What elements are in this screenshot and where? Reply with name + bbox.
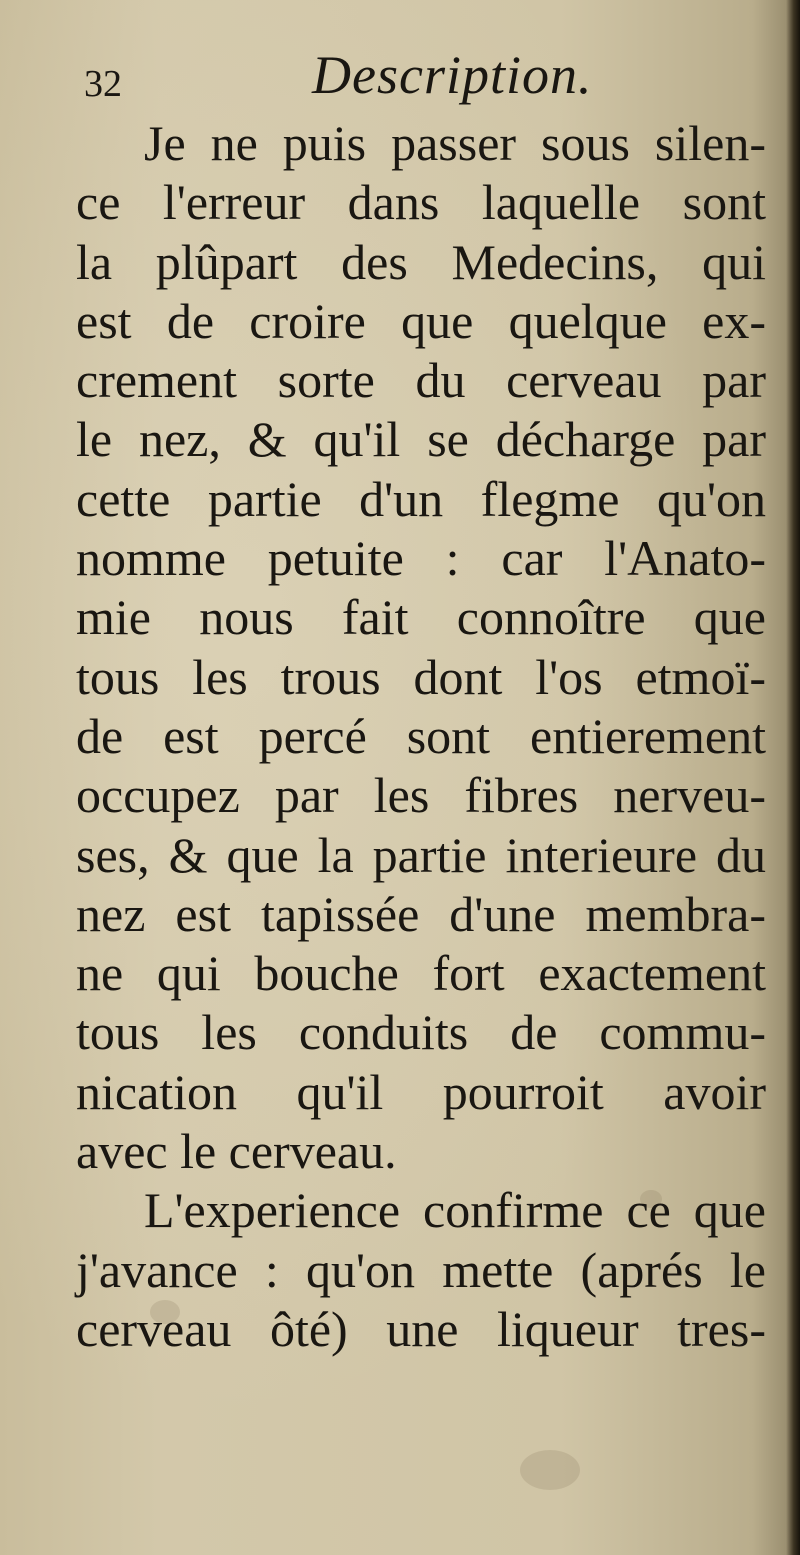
- text-line: ne qui bouche fort exactement: [76, 945, 766, 1002]
- text-line: mie nous fait connoître que: [76, 589, 766, 646]
- binding-gutter: [786, 0, 800, 1555]
- text-line: Je ne puis passer sous silen-: [144, 115, 766, 171]
- text-line: nication qu'il pourroit avoir: [76, 1063, 766, 1120]
- text-line: cerveau ôté) une liqueur tres-: [76, 1300, 766, 1357]
- text-line: ce l'erreur dans laquelle sont: [76, 174, 766, 231]
- text-line: cette partie d'un flegme qu'on: [76, 470, 766, 527]
- text-line: de est percé sont entierement: [76, 707, 766, 764]
- page-number: 32: [84, 63, 122, 105]
- text-line: occupez par les fibres nerveu-: [76, 767, 766, 824]
- paper-stain: [520, 1450, 580, 1490]
- text-line: j'avance : qu'on mette (aprés le: [76, 1241, 766, 1298]
- text-line: tous les trous dont l'os etmoï-: [76, 648, 766, 705]
- paragraph: [76, 114, 766, 1181]
- text-line: tous les conduits de commu-: [76, 1004, 766, 1061]
- paragraph: [76, 1181, 766, 1359]
- text-line: la plûpart des Medecins, qui: [76, 233, 766, 290]
- text-line: avec le cerveau.: [76, 1123, 397, 1180]
- text-line: nomme petuite : car l'Anato-: [76, 530, 766, 587]
- text-line: nez est tapissée d'une membra-: [76, 885, 766, 942]
- running-head: Description.: [312, 45, 593, 105]
- text-line: L'experience confirme ce que: [144, 1182, 766, 1239]
- page-header: [84, 40, 724, 106]
- text-line: est de croire que quelque ex-: [76, 292, 766, 349]
- text-line: ses, & que la partie interieure du: [76, 826, 766, 883]
- text-line: le nez, & qu'il se décharge par: [76, 411, 766, 468]
- body-text: [76, 114, 766, 1359]
- text-line: crement sorte du cerveau par: [76, 352, 766, 409]
